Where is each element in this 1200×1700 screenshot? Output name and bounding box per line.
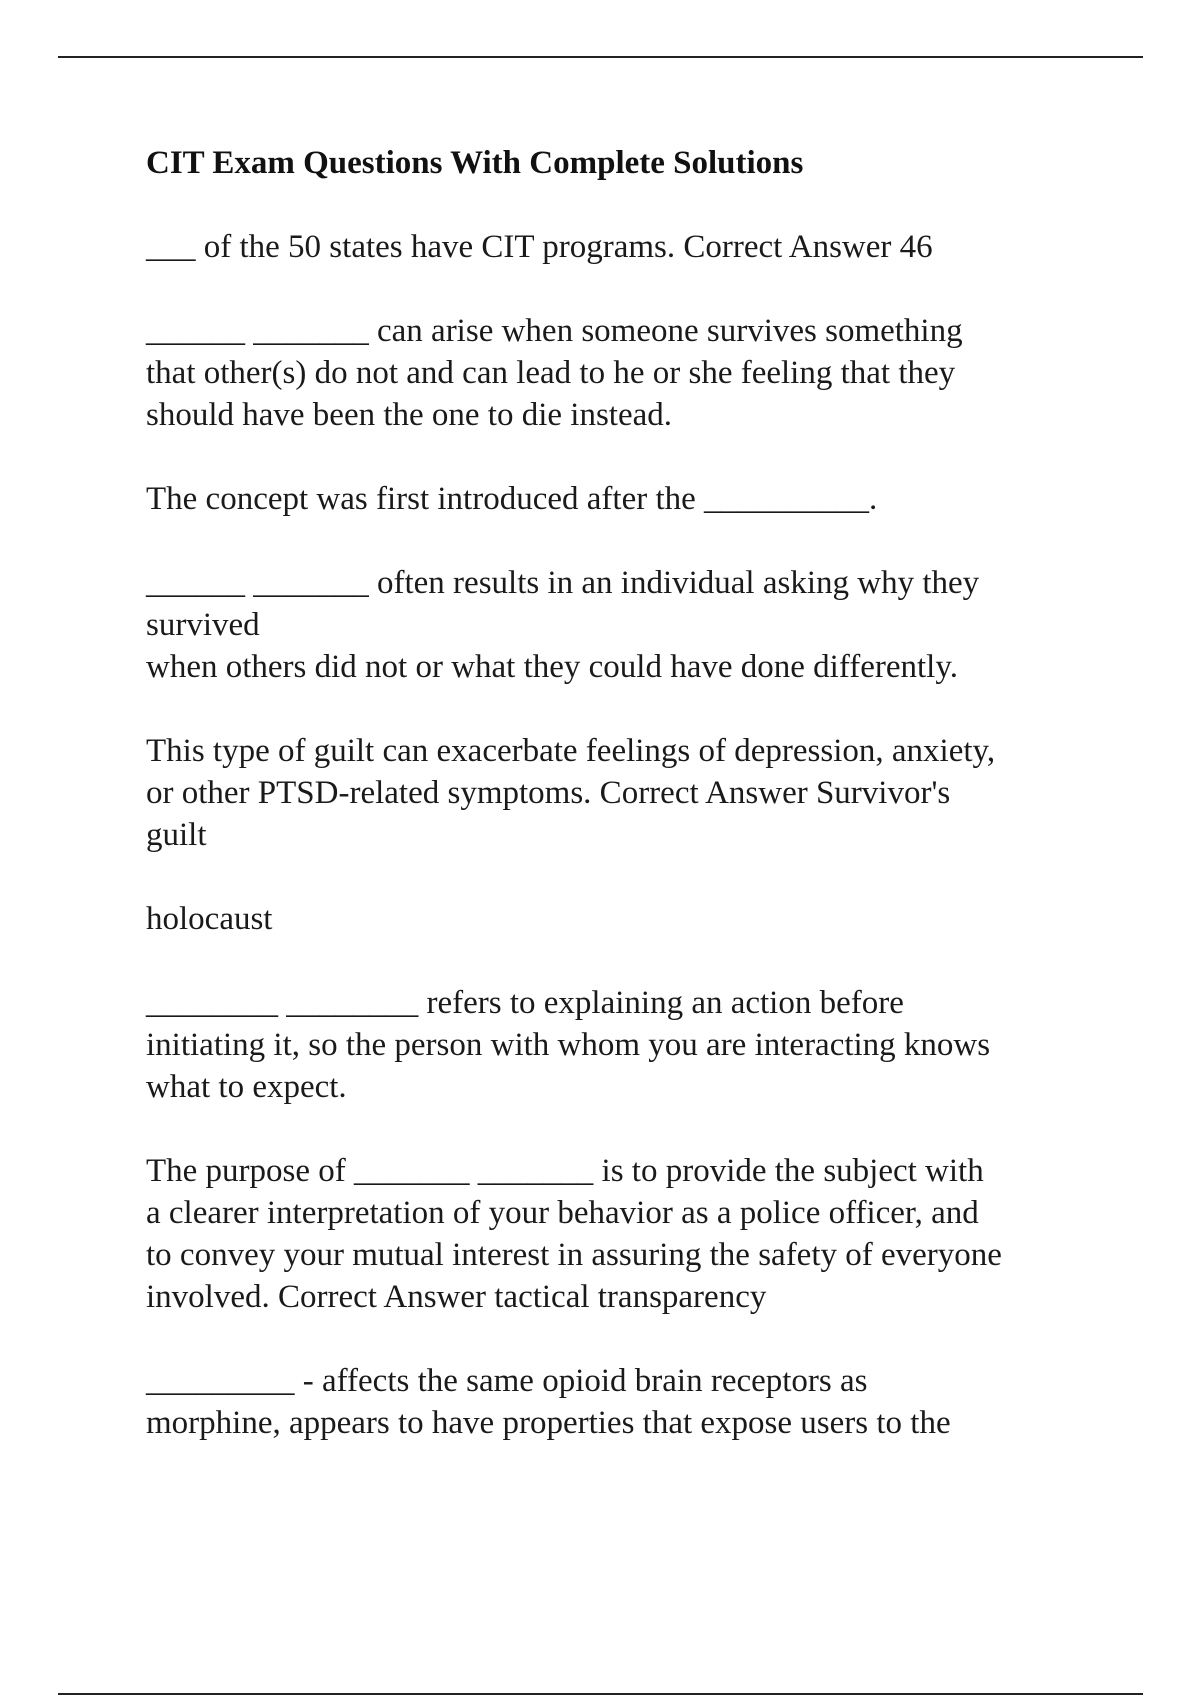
text-line: a clearer interpretation of your behavior as a police officer, and [146, 1195, 979, 1231]
text-line: ___ of the 50 states have CIT programs. Correct Answer 46 [146, 229, 933, 265]
paragraph [146, 1360, 1106, 1444]
paragraph [146, 562, 1106, 688]
text-line: that other(s) do not and can lead to he or she feeling that they [146, 355, 956, 391]
text-line: when others did not or what they could have done differently. [146, 649, 958, 685]
text-line: involved. Correct Answer tactical transparency [146, 1279, 767, 1315]
text-line: ______ _______ often results in an individual asking why they [146, 565, 980, 601]
page-content [146, 142, 1106, 1486]
text-line: what to expect. [146, 1069, 347, 1105]
text-line: The purpose of _______ _______ is to provide the subject with [146, 1153, 984, 1189]
text-line: The concept was first introduced after the __________. [146, 481, 878, 517]
paragraph [146, 478, 1106, 520]
footer-rule [58, 1693, 1143, 1695]
header-rule [58, 56, 1143, 58]
text-line: _________ - affects the same opioid brain receptors as [146, 1363, 868, 1399]
paragraph [146, 982, 1106, 1108]
text-line: holocaust [146, 901, 273, 937]
text-line: ______ _______ can arise when someone survives something [146, 313, 963, 349]
paragraph [146, 730, 1106, 856]
text-line: initiating it, so the person with whom you are interacting knows [146, 1027, 991, 1063]
paragraph [146, 898, 1106, 940]
paragraph [146, 226, 1106, 268]
text-line: morphine, appears to have properties that expose users to the [146, 1405, 951, 1441]
paragraph [146, 1150, 1106, 1318]
text-line: to convey your mutual interest in assuring the safety of everyone [146, 1237, 1002, 1273]
paragraph [146, 310, 1106, 436]
document-title: CIT Exam Questions With Complete Solutions [146, 145, 804, 181]
text-line: ________ ________ refers to explaining an action before [146, 985, 904, 1021]
text-line: This type of guilt can exacerbate feelings of depression, anxiety, [146, 733, 996, 769]
text-line: should have been the one to die instead. [146, 397, 673, 433]
text-line: or other PTSD-related symptoms. Correct Answer Survivor's [146, 775, 951, 811]
text-line: guilt [146, 817, 207, 853]
text-line: survived [146, 607, 260, 643]
